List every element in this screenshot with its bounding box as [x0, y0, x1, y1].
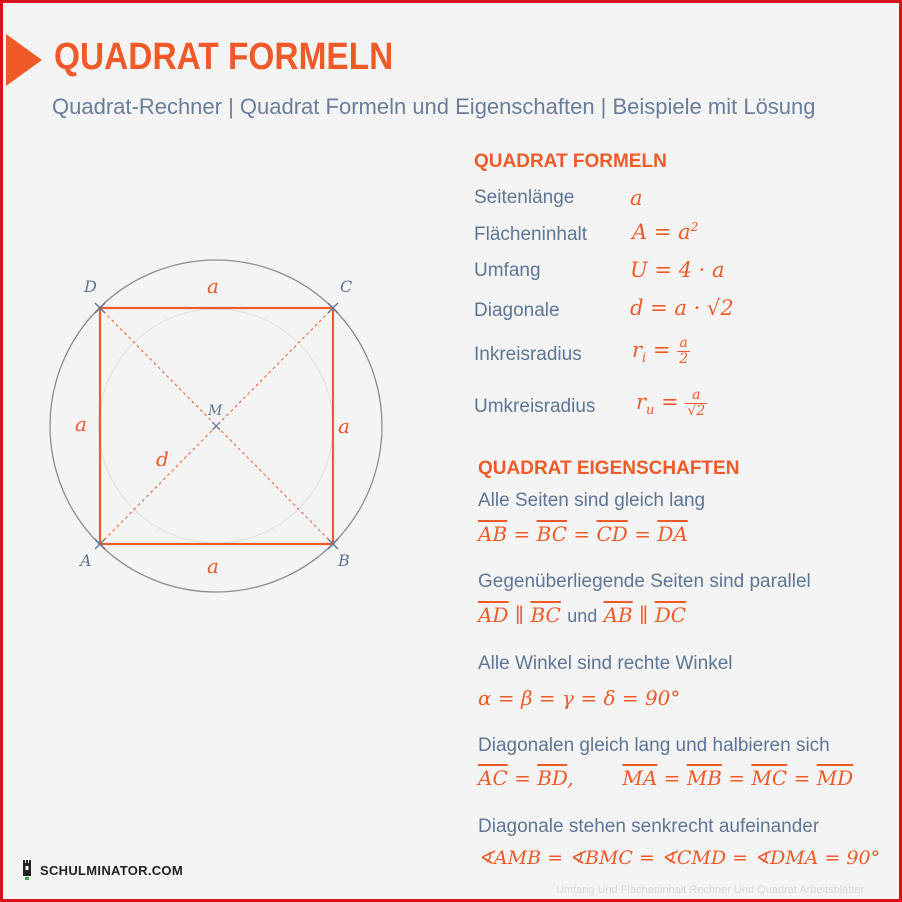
formula-flaeche-base: a	[678, 220, 691, 244]
property-right-angles: α = β = γ = δ = 90°	[478, 686, 681, 710]
diagonal-label: d	[156, 447, 169, 471]
page-subtitle: Quadrat-Rechner | Quadrat Formeln und Eigenschaften | Beispiele mit Lösung	[52, 94, 816, 119]
vertex-label-a: A	[80, 551, 92, 570]
parallel-symbol-1: ∥	[514, 603, 525, 627]
segment-bd: $\overline{BD}$	[537, 766, 568, 790]
segment-ad: $\overline{AD}$	[478, 603, 509, 627]
segment-ac: $\overline{AC}$	[478, 766, 508, 790]
property-diagonals: $\overline{AC} = \overline{BD}$, $\overline{MA} = \overline{MB} = \overline{MC} = \overline{MD}$	[478, 766, 854, 790]
property-title-diagonals: Diagonalen gleich lang und halbieren sich	[478, 735, 830, 756]
formula-umkreis-den: √2	[687, 403, 706, 419]
vertex-label-b: B	[338, 551, 350, 570]
formula-inkreis-fraction	[677, 336, 690, 367]
formula-inkreis-sub: i	[642, 351, 647, 367]
formula-label-inkreisradius: Inkreisradius	[474, 344, 582, 365]
formula-seitenlaenge: a	[630, 186, 643, 210]
segment-cd: $\overline{CD}$	[596, 522, 628, 546]
formula-inkreisradius	[632, 336, 690, 367]
side-label-right: a	[338, 414, 350, 438]
formula-flaeche-op: =	[653, 220, 672, 244]
property-perpendicular: ∢AMB = ∢BMC = ∢CMD = ∢DMA = 90°	[478, 847, 881, 869]
formulas-heading: QUADRAT FORMELN	[474, 151, 667, 172]
property-title-perpendicular: Diagonale stehen senkrecht aufeinander	[478, 816, 820, 837]
formula-inkreis-op: =	[652, 338, 671, 362]
brand-name: SCHULMINATOR.COM	[40, 862, 183, 878]
formula-umkreis-lhs: r	[636, 390, 647, 414]
conjunction-und: und	[567, 606, 598, 626]
op-eq-3: =	[634, 522, 651, 546]
side-label-bottom: a	[207, 554, 219, 578]
segment-mb: $\overline{MB}$	[686, 766, 722, 790]
formula-inkreis-lhs: r	[632, 338, 643, 362]
op-eq-2: =	[573, 522, 591, 546]
formula-inkreis-den: 2	[679, 351, 689, 367]
formula-umkreis-num: a	[685, 388, 707, 404]
tower-icon	[22, 860, 32, 880]
side-label-left: a	[75, 412, 87, 436]
formula-umkreis-op: =	[661, 390, 679, 414]
vertex-label-d: D	[84, 277, 97, 296]
formula-flaeche-exp: 2	[690, 220, 699, 234]
segment-bc-2: $\overline{BC}$	[530, 603, 561, 627]
formula-label-seitenlaenge: Seitenlänge	[474, 187, 575, 208]
segment-ab: $\overline{AB}$	[478, 522, 508, 546]
segment-mc: $\overline{MC}$	[751, 766, 788, 790]
segment-bc: $\overline{BC}$	[536, 522, 567, 546]
property-sides-equal	[478, 522, 688, 546]
formula-umkreisradius	[636, 388, 707, 419]
property-title-sides-equal: Alle Seiten sind gleich lang	[478, 490, 706, 511]
formula-label-umkreisradius: Umkreisradius	[474, 396, 596, 417]
formula-umkreis-sub: u	[646, 403, 655, 419]
parallel-symbol-2: ∥	[639, 603, 649, 627]
formula-flaeche-lhs: A	[632, 220, 648, 244]
vertex-label-c: C	[340, 277, 353, 296]
property-title-right-angles: Alle Winkel sind rechte Winkel	[478, 653, 733, 674]
property-parallel	[478, 603, 686, 627]
formula-label-umfang: Umfang	[474, 260, 541, 281]
formula-label-diagonale: Diagonale	[474, 300, 560, 321]
center-label-m: M	[208, 403, 223, 419]
formula-umfang: U = 4 · a	[630, 258, 725, 282]
segment-da: $\overline{DA}$	[657, 522, 688, 546]
formula-flaecheninhalt	[632, 220, 698, 244]
formula-diagonale: d = a · √2	[630, 296, 734, 320]
side-label-top: a	[207, 274, 219, 298]
property-title-parallel: Gegenüberliegende Seiten sind parallel	[478, 571, 811, 592]
formula-label-flaecheninhalt: Flächeninhalt	[474, 224, 588, 245]
separator-comma: ,	[567, 766, 574, 790]
segment-dc: $\overline{DC}$	[654, 603, 687, 627]
segment-ma: $\overline{MA}$	[622, 766, 658, 790]
segment-ab-2: $\overline{AB}$	[603, 603, 633, 627]
formula-umkreis-fraction	[685, 388, 707, 419]
op-eq-1: =	[513, 522, 531, 546]
footer-note: Umfang Und Flächeninhalt Rechner Und Quadrat Arbeitsblätter	[556, 884, 865, 896]
page-title: QUADRAT FORMELN	[54, 36, 394, 78]
brand-logo	[22, 860, 183, 880]
segment-md: $\overline{MD}$	[816, 766, 854, 790]
formula-inkreis-num: a	[677, 336, 690, 352]
properties-heading: QUADRAT EIGENSCHAFTEN	[478, 458, 740, 479]
